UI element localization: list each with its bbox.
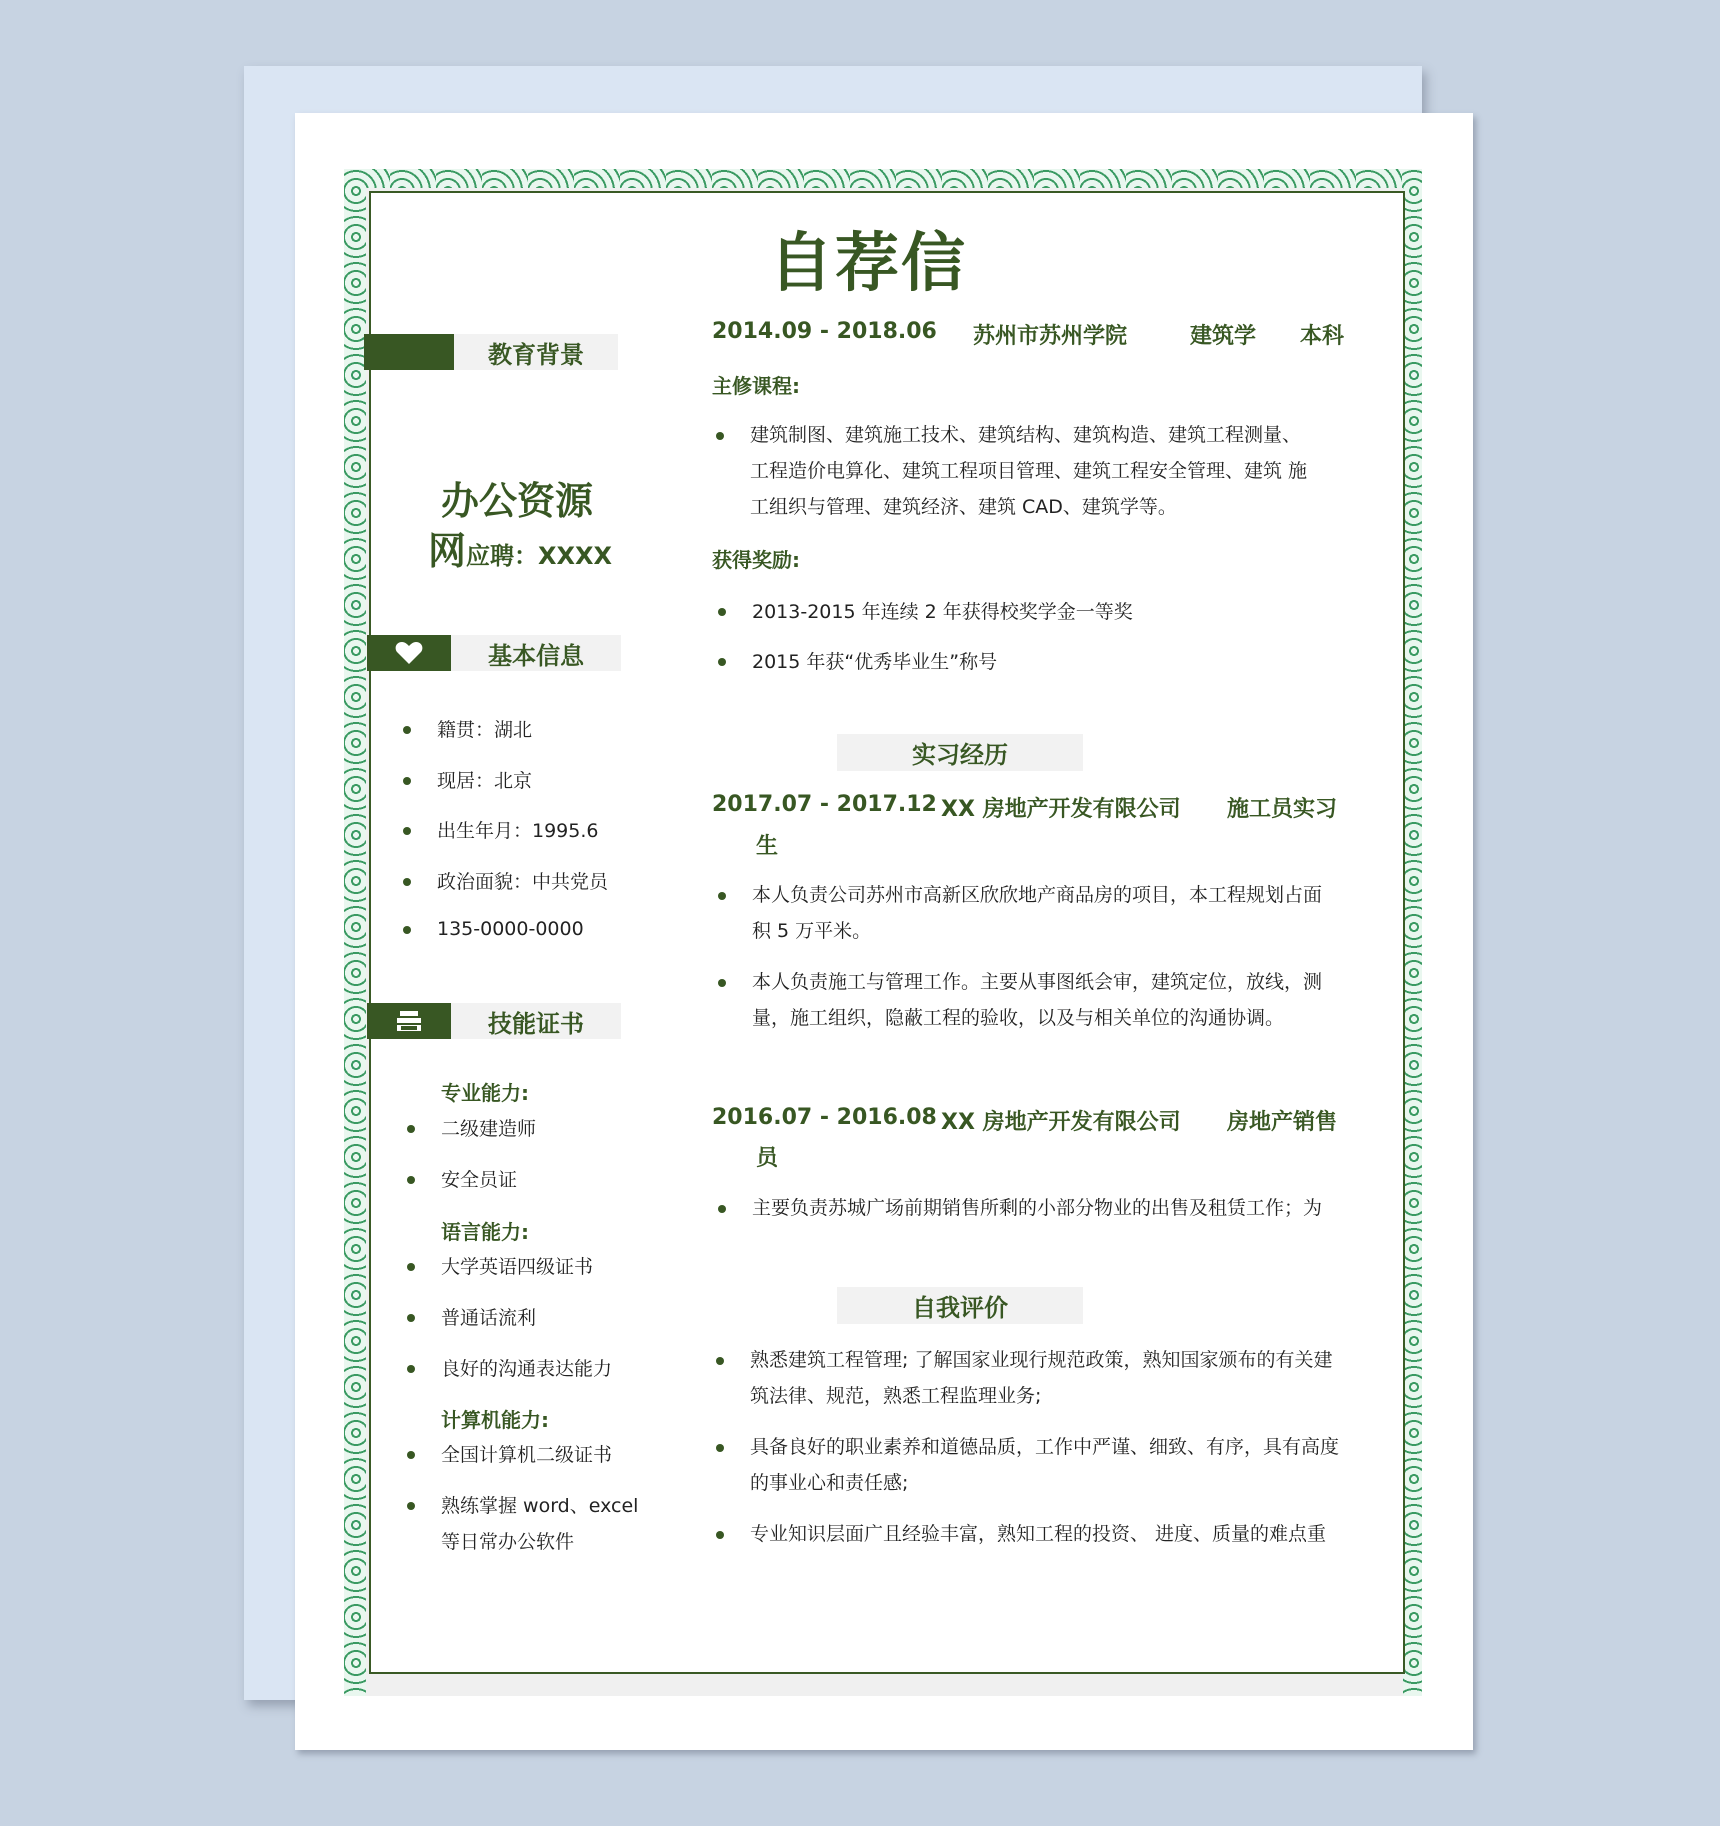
section-header-label: 技能证书 (451, 1003, 621, 1039)
skill-item: 全国计算机二级证书 (441, 1440, 612, 1467)
page-title: 自荐信 (769, 227, 967, 301)
award-item: 2013-2015 年连续 2 年获得校奖学金一等奖 (752, 597, 1133, 624)
job-period: 2016.07 - 2016.08 (712, 1105, 937, 1130)
courses-label: 主修课程: (712, 374, 800, 398)
skill-item: 良好的沟通表达能力 (441, 1354, 612, 1381)
job-bullet (752, 964, 1362, 1036)
job-bullet-line: 本人负责公司苏州市高新区欣欣地产商品房的项目，本工程规划占面 (752, 884, 1323, 906)
self-eval-line: 筑法律、规范，熟悉工程监理业务; (750, 1385, 1042, 1407)
job-role-continued: 生 (756, 834, 779, 859)
section-header-block (364, 334, 454, 370)
section-header-label: 基本信息 (451, 635, 621, 671)
skill-item: 二级建造师 (441, 1114, 536, 1141)
courses-line: 工程造价电算化、建筑工程项目管理、建筑工程安全管理、建筑 施 (750, 460, 1308, 482)
job-bullet-line: 量，施工组织，隐蔽工程的验收，以及与相关单位的沟通协调。 (752, 1007, 1285, 1029)
self-eval-line: 具备良好的职业素养和道德品质，工作中严谨、细致、有序，具有高度 (750, 1436, 1340, 1458)
section-header-block (367, 1003, 451, 1039)
skill-group-professional: 专业能力: (441, 1081, 529, 1105)
info-item-political: 政治面貌：中共党员 (437, 867, 608, 894)
skill-item: 熟练掌握 word、excel (441, 1491, 638, 1518)
courses-line: 建筑制图、建筑施工技术、建筑结构、建筑构造、建筑工程测量、 (750, 424, 1302, 446)
edu-degree: 本科 (1300, 324, 1345, 349)
job-company: XX 房地产开发有限公司 (941, 797, 1181, 822)
info-item-phone: 135-0000-0000 (437, 918, 584, 940)
books-icon (395, 1010, 423, 1032)
self-eval-line: 熟悉建筑工程管理; 了解国家业现行规范政策，熟知国家颁布的有关建 (750, 1349, 1333, 1371)
job-role-continued: 员 (756, 1146, 779, 1171)
self-eval-line: 专业知识层面广且经验丰富，熟知工程的投资、 进度、质量的难点重 (750, 1523, 1327, 1545)
self-eval-bullet (750, 1429, 1370, 1501)
job-role: 房地产销售 (1227, 1110, 1338, 1135)
courses-line: 工组织与管理、建筑经济、建筑 CAD、建筑学等。 (750, 496, 1177, 518)
section-header-skills (367, 1003, 621, 1039)
skill-group-language: 语言能力: (441, 1220, 529, 1244)
awards-label: 获得奖励: (712, 548, 800, 572)
applicant-name-tail: 网 (428, 529, 467, 573)
info-item-residence: 现居：北京 (437, 766, 532, 793)
apply-position (428, 520, 612, 575)
self-eval-bullet (750, 1342, 1370, 1414)
section-header-basic-info (367, 635, 621, 671)
info-item-birth: 出生年月：1995.6 (437, 816, 598, 843)
skill-item: 安全员证 (441, 1165, 517, 1192)
info-item-hometown: 籍贯：湖北 (437, 715, 532, 742)
heart-icon (395, 641, 423, 665)
job-bullet-line: 积 5 万平米。 (752, 920, 872, 942)
skill-item: 普通话流利 (441, 1303, 536, 1330)
skill-item: 大学英语四级证书 (441, 1252, 593, 1279)
job-period: 2017.07 - 2017.12 (712, 792, 937, 817)
section-header-self-evaluation: 自我评价 (837, 1287, 1083, 1324)
applicant-name: 办公资源 (441, 479, 594, 523)
edu-period: 2014.09 - 2018.06 (712, 319, 937, 344)
courses-list (750, 417, 1360, 525)
self-eval-bullet (750, 1516, 1370, 1552)
job-bullet-line: 主要负责苏城广场前期销售所剩的小部分物业的出售及租赁工作；为 (752, 1197, 1323, 1219)
section-header-label: 教育背景 (454, 334, 618, 370)
skill-group-computer: 计算机能力: (441, 1408, 549, 1432)
edu-major: 建筑学 (1190, 324, 1257, 349)
section-header-block (367, 635, 451, 671)
edu-school: 苏州市苏州学院 (973, 324, 1128, 349)
self-eval-line: 的事业心和责任感; (750, 1472, 909, 1494)
section-header-internship: 实习经历 (837, 734, 1083, 771)
job-bullet (752, 1190, 1362, 1226)
award-item: 2015 年获“优秀毕业生”称号 (752, 647, 997, 674)
apply-position-label: 应聘：XXXX (466, 542, 613, 570)
job-role: 施工员实习 (1227, 797, 1338, 822)
job-company: XX 房地产开发有限公司 (941, 1110, 1181, 1135)
job-bullet-line: 本人负责施工与管理工作。主要从事图纸会审，建筑定位，放线，测 (752, 971, 1323, 993)
job-bullet (752, 877, 1362, 949)
skill-item-continued: 等日常办公软件 (441, 1531, 575, 1553)
section-header-education (364, 334, 618, 370)
